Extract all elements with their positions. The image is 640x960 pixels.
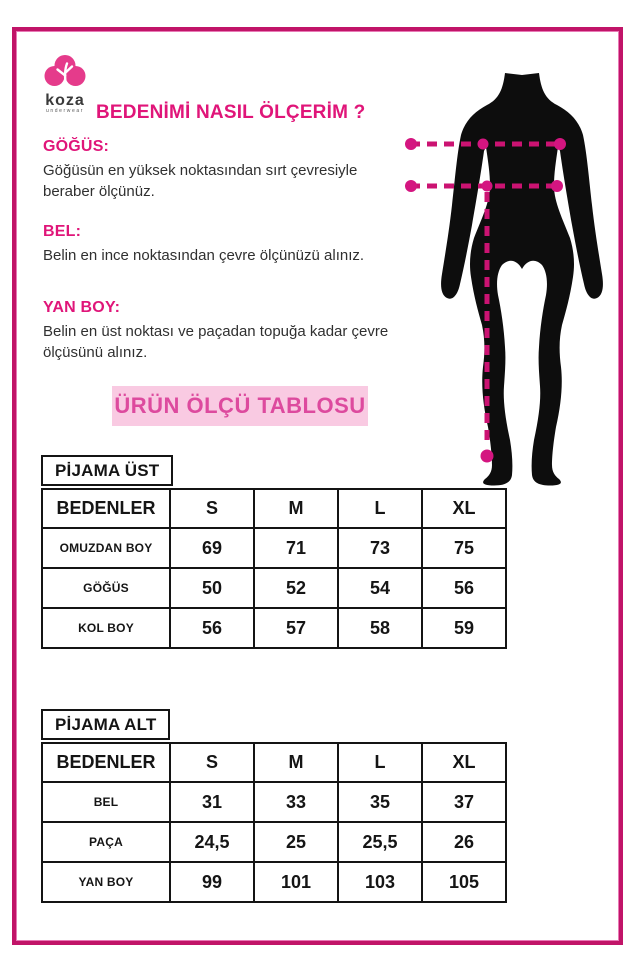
- row-label: GÖĞÜS: [42, 568, 170, 608]
- header-cell: BEDENLER: [42, 743, 170, 782]
- row-label: YAN BOY: [42, 862, 170, 902]
- row-label: OMUZDAN BOY: [42, 528, 170, 568]
- value-cell: 56: [170, 608, 254, 648]
- product-size-table-banner: ÜRÜN ÖLÇÜ TABLOSU: [112, 386, 368, 426]
- instruction-waist: [43, 223, 393, 266]
- row-label: BEL: [42, 782, 170, 822]
- header-cell: L: [338, 489, 422, 528]
- table-row: [42, 568, 506, 608]
- table-row: [42, 528, 506, 568]
- table-row: [42, 608, 506, 648]
- koza-logo-icon: [42, 54, 88, 88]
- value-cell: 69: [170, 528, 254, 568]
- pajama-top-table: [41, 488, 507, 649]
- header-cell: L: [338, 743, 422, 782]
- instruction-chest-heading: GÖĞÜS:: [43, 138, 110, 155]
- table-header-row: [42, 743, 506, 782]
- value-cell: 35: [338, 782, 422, 822]
- value-cell: 26: [422, 822, 506, 862]
- value-cell: 37: [422, 782, 506, 822]
- table-row: [42, 822, 506, 862]
- pajama-bottom-label: PİJAMA ALT: [41, 709, 170, 740]
- header-cell: M: [254, 743, 338, 782]
- value-cell: 101: [254, 862, 338, 902]
- header-cell: S: [170, 489, 254, 528]
- value-cell: 73: [338, 528, 422, 568]
- value-cell: 25,5: [338, 822, 422, 862]
- value-cell: 50: [170, 568, 254, 608]
- instruction-chest: [43, 138, 393, 202]
- header-cell: BEDENLER: [42, 489, 170, 528]
- pajama-top-section: [41, 455, 507, 649]
- logo-sub-text: underwear: [45, 108, 85, 114]
- body-silhouette: [400, 55, 625, 505]
- logo-brand-text: koza: [45, 92, 85, 109]
- row-label: PAÇA: [42, 822, 170, 862]
- pajama-bottom-section: [41, 709, 507, 903]
- row-label: KOL BOY: [42, 608, 170, 648]
- instruction-side-length-heading: YAN BOY:: [43, 299, 121, 316]
- header-cell: XL: [422, 743, 506, 782]
- value-cell: 54: [338, 568, 422, 608]
- value-cell: 59: [422, 608, 506, 648]
- header-cell: XL: [422, 489, 506, 528]
- instruction-chest-text: Göğüsün en yüksek noktasından sırt çevresiyle beraber ölçünüz.: [43, 162, 358, 200]
- pajama-bottom-table: [41, 742, 507, 903]
- value-cell: 31: [170, 782, 254, 822]
- value-cell: 24,5: [170, 822, 254, 862]
- table-row: [42, 862, 506, 902]
- value-cell: 57: [254, 608, 338, 648]
- value-cell: 33: [254, 782, 338, 822]
- value-cell: 71: [254, 528, 338, 568]
- value-cell: 99: [170, 862, 254, 902]
- value-cell: 58: [338, 608, 422, 648]
- koza-logo: [40, 54, 90, 114]
- value-cell: 25: [254, 822, 338, 862]
- value-cell: 75: [422, 528, 506, 568]
- page-title: BEDENİMİ NASIL ÖLÇERİM ?: [96, 102, 366, 123]
- header-cell: S: [170, 743, 254, 782]
- value-cell: 52: [254, 568, 338, 608]
- table-row: [42, 782, 506, 822]
- instruction-waist-text: Belin en ince noktasından çevre ölçünüzü alınız.: [43, 247, 365, 264]
- instruction-side-length-text: Belin en üst noktası ve paçadan topuğa kadar çevre ölçüsünü alınız.: [43, 323, 389, 361]
- instruction-waist-heading: BEL:: [43, 223, 82, 240]
- table-header-row: [42, 489, 506, 528]
- silhouette-shape: [441, 73, 603, 486]
- value-cell: 56: [422, 568, 506, 608]
- pajama-top-label: PİJAMA ÜST: [41, 455, 173, 486]
- header-cell: M: [254, 489, 338, 528]
- value-cell: 105: [422, 862, 506, 902]
- instruction-side-length: [43, 299, 393, 363]
- value-cell: 103: [338, 862, 422, 902]
